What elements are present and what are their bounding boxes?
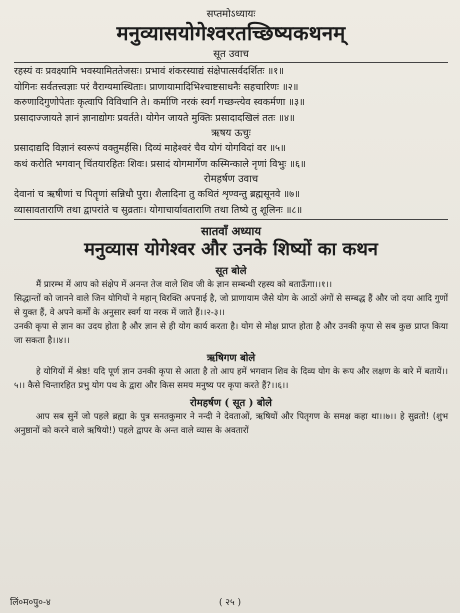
prose-paragraph: आप सब सुनें जो पहले ब्रह्मा के पुत्र सनतकुमार ने नन्दी ने देवताओं, ऋषियों और पितृगण के समक्ष कहा था।।७।। हे सुव्रतो! (शुभ अनुष्ठानों को करने वाले ऋषियो!) पहले द्वापर के अन्त वाले व्यास के अवतारों — [14, 412, 448, 436]
title-hindi: मनुव्यास योगेश्वर और उनके शिष्यों का कथन — [84, 239, 378, 260]
speaker-rishis: ऋषय ऊचुः — [211, 128, 251, 139]
shloka-line: रहस्यं वः प्रवक्ष्यामि भवस्यामिततेजसः। प्रभावं शंकरस्याद्यं संक्षेपात्सर्वदर्शितः ॥१॥ — [14, 62, 448, 80]
shloka-line: प्रसादाज्जायते ज्ञानं ज्ञानाद्योगः प्रवर्तते। योगेन जायते मुक्तिः प्रसादादखिलं ततः ॥४॥ — [14, 112, 295, 124]
shloka-line: देवानां च ऋषीणां च पितॄणां सन्निधौ पुरा। शैलादिना तु कथितं शृण्वन्तु ब्रह्मसूनवे ॥७॥ — [14, 189, 300, 200]
footer-signature: लिं०म०पु०-४ — [10, 598, 51, 608]
speaker-rishis-hindi: ऋषिगण बोले — [206, 353, 256, 364]
prose-paragraph: मैं प्रारम्भ में आप को संक्षेप में अनन्त तेज वाले शिव जी के ज्ञान सम्बन्धी रहस्य को बताऊँगा।।१।। — [36, 280, 332, 290]
page-footer — [0, 595, 460, 609]
shloka-line: करुणादिगुणोपेताः कृत्वापि विविधानि ते। कर्माणि नरकं स्वर्गं गच्छन्त्येव स्वकर्मणा ॥३॥ — [14, 97, 305, 108]
speaker-suta-hindi: सूत बोले — [215, 266, 247, 277]
speaker-romaharshana-hindi: रोमहर्षण ( सूत ) बोले — [190, 398, 272, 409]
speaker-romaharshana: रोमहर्षण उवाच — [203, 174, 259, 185]
prose-paragraph: सिद्धान्तों को जानने वाले जिन योगियों ने महान् विरक्ति अपनाई है, जो प्राणायाम जैसे योग के आठों अंगों से सम्बद्ध हैं और जो दया आदि गुणों से युक्त हैं, वे अपने कर्मों के अनुसार स्वर्ग या नरक में जाते हैं।।२-३।। — [14, 294, 448, 318]
page-number: ( २५ ) — [218, 598, 242, 608]
prose-paragraph: उनकी कृपा से ज्ञान का उदय होता है और ज्ञान से ही योग कार्य करता है। योग से मोक्ष प्राप्त होता है और उनकी कृपा से सब कुछ प्राप्त किया जा सकता है।।४।। — [14, 322, 448, 346]
title-sanskrit: मनुव्यासयोगेश्वरतच्छिष्यकथनम् — [116, 21, 346, 45]
shloka-line: व्यासावताराणि तथा द्वापरांते च सुव्रताः। योगाचार्यावताराणि तथा तिष्ये तु शूलिनः ॥८॥ — [14, 203, 448, 221]
shloka-line: प्रसादाद्यदि विज्ञानं स्वरूपं वक्तुमर्हसि। दिव्यं माहेश्वरं चैव योगं योगविदां वर ॥५॥ — [14, 143, 286, 154]
chapter-heading-hindi: सातवाँ अध्याय — [200, 224, 262, 238]
chapter-heading-sanskrit: सप्तमोऽध्यायः — [206, 9, 256, 20]
shloka-line: कथं करोति भगवान् चिंतयारहितः शिवः। प्रसादं योगमार्गेण कस्मिन्काले नृणां विभुः ॥६॥ — [14, 158, 306, 170]
speaker-suta: सूत उवाच — [213, 49, 249, 60]
shloka-line: योगिनः सर्वतत्त्वज्ञाः परं वैराग्यमास्थिताः। प्राणायामादिभिश्चाष्टसाधनैः सहचारिणः ॥२॥ — [14, 81, 299, 93]
prose-paragraph: हे योगियों में श्रेष्ठ! यदि पूर्ण ज्ञान उनकी कृपा से आता है तो आप हमें भगवान शिव के दिव्य योग के रूप और लक्षण के बारे में बतायें।।५।। कैसे चिन्तारहित प्रभु योग पथ के द्वारा और किस समय मनुष्य पर कृपा करते हैं?।।६।। — [14, 367, 448, 391]
